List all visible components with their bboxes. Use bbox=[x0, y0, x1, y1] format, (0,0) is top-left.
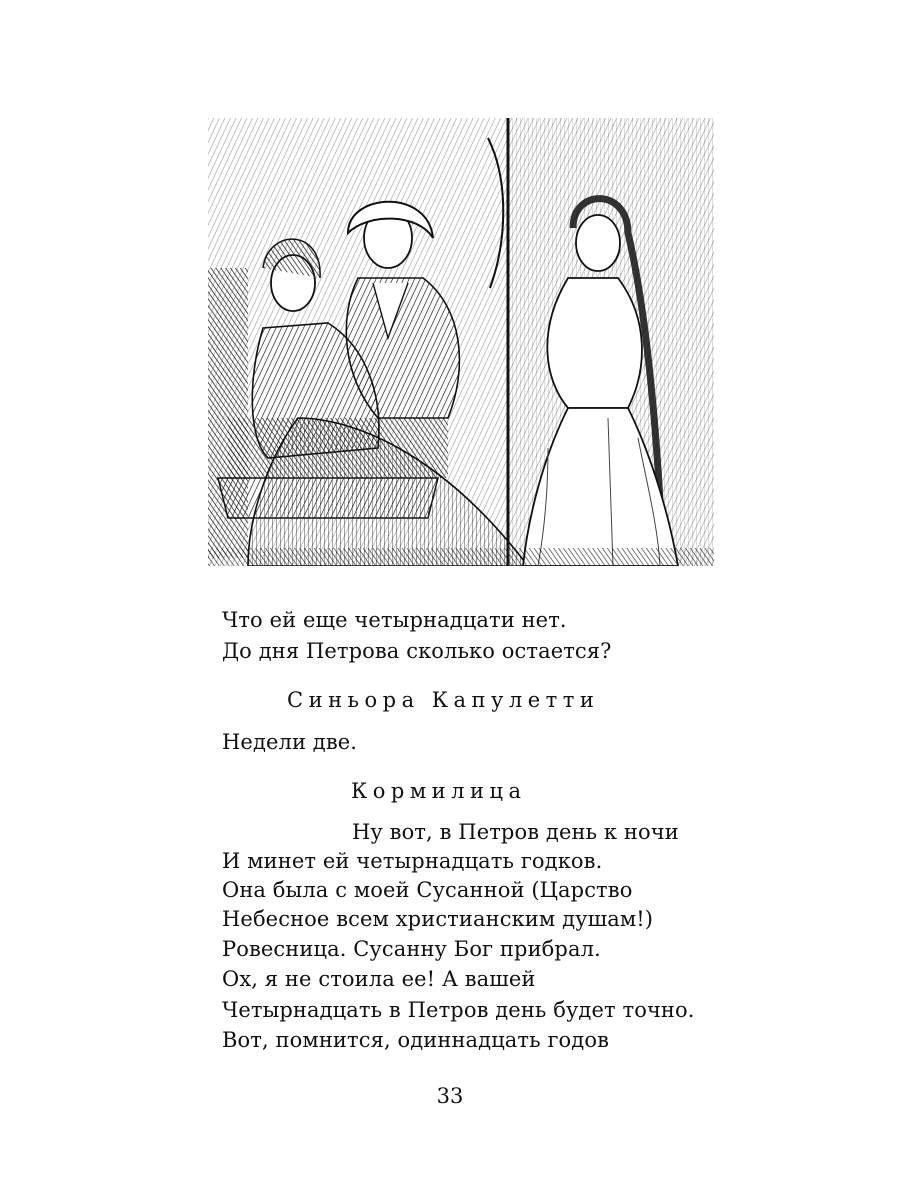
page-number: 33 bbox=[436, 1084, 464, 1108]
verse-line: Небесное всем христианским душам!) bbox=[222, 907, 654, 931]
verse-line: Четырнадцать в Петров день будет точно. bbox=[222, 998, 695, 1022]
verse-line: Недели две. bbox=[222, 730, 358, 754]
speaker-name: Кормилица bbox=[351, 779, 527, 803]
verse-line: Ох, я не стоила ее! А вашей bbox=[222, 967, 536, 991]
verse-line: Что ей еще четырнадцати нет. bbox=[222, 608, 567, 632]
verse-line: До дня Петрова сколько остается? bbox=[222, 639, 612, 663]
engraving-illustration bbox=[208, 118, 714, 566]
speaker-name: Синьора Капулетти bbox=[287, 688, 600, 712]
verse-line: Ну вот, в Петров день к ночи bbox=[352, 820, 679, 844]
verse-line: Вот, помнится, одиннадцать годов bbox=[222, 1028, 609, 1052]
verse-line: И минет ей четырнадцать годков. bbox=[222, 849, 603, 873]
verse-line: Она была с моей Сусанной (Царство bbox=[222, 878, 633, 902]
verse-line: Ровесница. Сусанну Бог прибрал. bbox=[222, 937, 601, 961]
